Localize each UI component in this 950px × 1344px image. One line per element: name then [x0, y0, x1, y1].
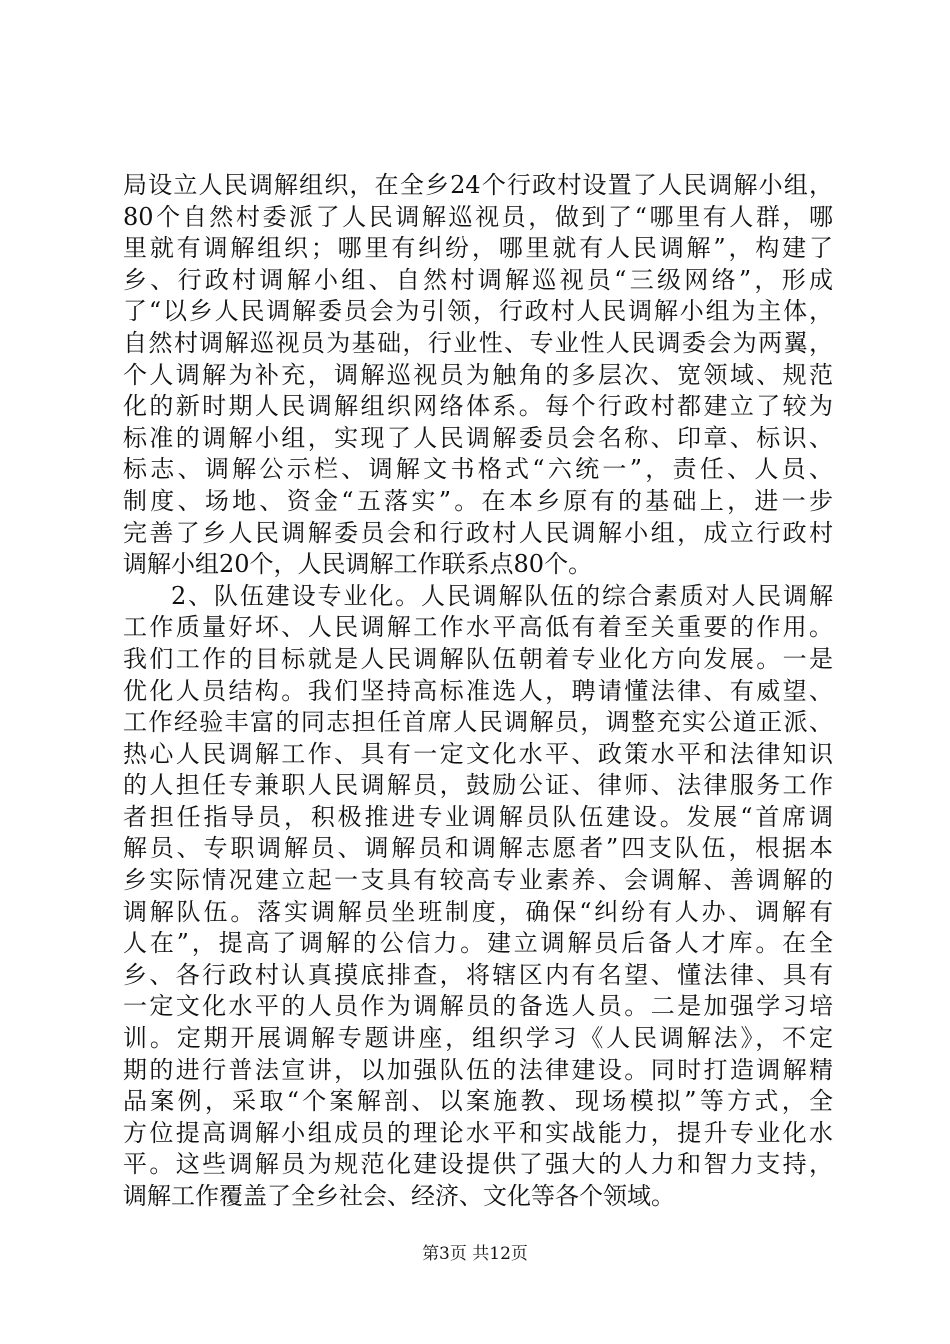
- text-line: 平。这些调解员为规范化建设提供了强大的人力和智力支持，: [123, 1150, 833, 1179]
- text-line: 2、队伍建设专业化。人民调解队伍的综合素质对人民调解: [171, 581, 833, 610]
- text-line: 解员、专职调解员、调解员和调解志愿者”四支队伍，根据本: [123, 834, 833, 863]
- text-line: 标准的调解小组，实现了人民调解委员会名称、印章、标识、: [123, 423, 833, 452]
- text-line: 自然村调解巡视员为基础，行业性、专业性人民调委会为两翼，: [123, 328, 833, 357]
- text-line: 乡实际情况建立起一支具有较高专业素养、会调解、善调解的: [123, 866, 833, 895]
- text-line: 乡、各行政村认真摸底排查，将辖区内有名望、懂法律、具有: [123, 960, 833, 989]
- text-line: 调解小组20个，人民调解工作联系点80个。: [123, 550, 593, 579]
- document-body: [123, 170, 833, 1213]
- text-line: 了“以乡人民调解委员会为引领，行政村人民调解小组为主体，: [123, 297, 833, 326]
- text-line: 局设立人民调解组织，在全乡24个行政村设置了人民调解小组，: [123, 171, 833, 199]
- text-line: 一定文化水平的人员作为调解员的备选人员。二是加强学习培: [123, 992, 833, 1021]
- text-line: 调解工作覆盖了全乡社会、经济、文化等各个领域。: [123, 1182, 675, 1210]
- text-line: 工作经验丰富的同志担任首席人民调解员，调整充实公道正派、: [123, 708, 833, 737]
- text-line: 的人担任专兼职人民调解员，鼓励公证、律师、法律服务工作: [123, 771, 833, 800]
- text-line: 品案例，采取“个案解剖、以案施教、现场模拟”等方式，全: [123, 1087, 833, 1116]
- text-line: 训。定期开展调解专题讲座，组织学习《人民调解法》，不定: [123, 1024, 833, 1053]
- text-line: 人在”，提高了调解的公信力。建立调解员后备人才库。在全: [123, 929, 833, 958]
- page-number-footer: 第3页 共12页: [422, 1244, 528, 1264]
- text-line: 个人调解为补充，调解巡视员为触角的多层次、宽领域、规范: [123, 360, 833, 389]
- paragraph-1: [123, 170, 833, 581]
- text-line: 化的新时期人民调解组织网络体系。每个行政村都建立了较为: [123, 392, 833, 421]
- text-line: 热心人民调解工作、具有一定文化水平、政策水平和法律知识: [123, 739, 833, 768]
- text-line: 制度、场地、资金“五落实”。在本乡原有的基础上，进一步: [123, 486, 833, 515]
- text-line: 乡、行政村调解小组、自然村调解巡视员“三级网络”，形成: [123, 265, 833, 294]
- text-line: 方位提高调解小组成员的理论水平和实战能力，提升专业化水: [123, 1118, 833, 1147]
- text-line: 优化人员结构。我们坚持高标准选人，聘请懂法律、有威望、: [123, 676, 833, 705]
- text-line: 80个自然村委派了人民调解巡视员，做到了“哪里有人群，哪: [123, 202, 833, 231]
- paragraph-2: [123, 581, 833, 1213]
- text-line: 完善了乡人民调解委员会和行政村人民调解小组，成立行政村: [123, 518, 833, 547]
- text-line: 期的进行普法宣讲，以加强队伍的法律建设。同时打造调解精: [123, 1055, 833, 1084]
- text-line: 调解队伍。落实调解员坐班制度，确保“纠纷有人办、调解有: [123, 897, 833, 926]
- text-line: 工作质量好坏、人民调解工作水平高低有着至关重要的作用。: [123, 613, 833, 642]
- text-line: 里就有调解组织；哪里有纠纷，哪里就有人民调解”，构建了: [123, 234, 833, 263]
- text-line: 标志、调解公示栏、调解文书格式“六统一”，责任、人员、: [123, 455, 833, 484]
- text-line: 我们工作的目标就是人民调解队伍朝着专业化方向发展。一是: [123, 644, 833, 673]
- text-line: 者担任指导员，积极推进专业调解员队伍建设。发展“首席调: [123, 802, 833, 831]
